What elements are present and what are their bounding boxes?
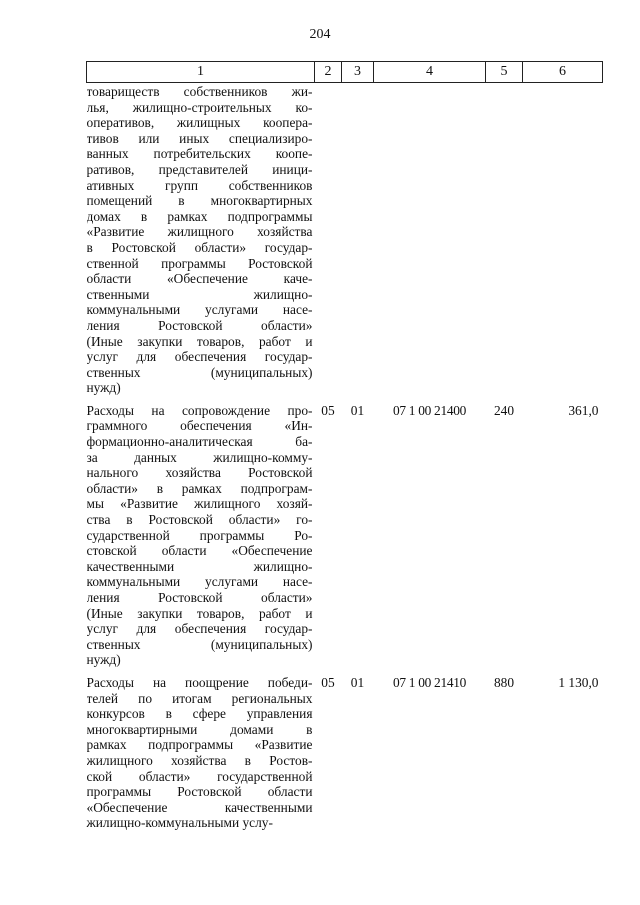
description-line: оперативов, жилищных коопера- [86,115,313,131]
section-code: 05 [321,402,335,418]
description-line: области «Обеспечение каче- [86,271,313,287]
description-line: «Развитие жилищного хозяйства [86,224,313,240]
description-line: рамках подпрограммы «Развитие [86,737,313,753]
description-line: мы «Развитие жилищного хозяй- [86,496,313,512]
description-line: услуг для обеспечения государ- [86,349,313,365]
table-row [87,668,603,831]
description-line: ративов, представителей иници- [86,161,313,177]
description-line: сударственной программы Ро- [86,527,313,543]
amount-value: 361,0 [568,402,599,418]
description-line: нужд) [86,380,121,396]
description-line: коммунальными услугами насе- [86,574,313,590]
header-row [87,62,603,83]
description-line: тивов или иных специализиро- [86,130,313,146]
description-line: домах в рамках подпрограммы [86,208,313,224]
page-number: 204 [309,27,331,42]
description-line: (Иные закупки товаров, работ и [86,333,313,349]
subsection-code [342,83,374,396]
expense-type-code: 880 [493,674,515,690]
description-line: ванных потребительских коопе- [86,146,313,162]
description-line: Расходы на сопровождение про- [86,402,313,418]
header-col-1: 1 [87,62,315,83]
header-col-5: 5 [486,62,523,83]
description-line: жилищно-коммунальными услу- [86,815,273,831]
description-line: ственными жилищно- [86,286,313,302]
description-line: формационно-аналитическая ба- [86,434,313,450]
description-line: жилищного хозяйства в Ростов- [86,752,313,768]
description-line: ственной программы Ростовской [86,255,313,271]
description-line: ства в Ростовской области» го- [86,512,313,528]
subsection-code: 01 [350,674,365,690]
description-line: услуг для обеспечения государ- [86,621,313,637]
description-line: ления Ростовской области» [86,317,313,333]
description-line: конкурсов в сфере управления [86,706,313,722]
description-line: (Иные закупки товаров, работ и [86,605,313,621]
description-line: стовской области «Обеспечение [86,543,313,559]
description-line: ственных (муниципальных) [86,636,313,652]
description-line: многоквартирными домами в [86,721,313,737]
description-line: телей по итогам региональных [86,690,313,706]
description-line: программы Ростовской области [86,784,313,800]
header-col-4: 4 [374,62,486,83]
description-line: за данных жилищно-комму- [86,449,313,465]
row-description [87,396,315,668]
description-line: ления Ростовской области» [86,590,313,605]
description-line: нального хозяйства Ростовской [86,465,313,481]
header-col-2: 2 [315,62,342,83]
description-line: помещений в многоквартирных [86,193,313,209]
row-description [87,668,315,831]
budget-table [86,61,603,831]
target-article-code [374,83,486,396]
table-body [87,83,603,831]
row-description [87,83,315,396]
description-line: граммного обеспечения «Ин- [86,418,313,434]
description-line: ской области» государственной [86,768,313,784]
table-row [87,396,603,668]
description-line: качественными жилищно- [86,558,313,574]
section-code: 05 [321,674,335,690]
amount-value: 1 130,0 [558,674,599,690]
description-line: «Обеспечение качественными [86,799,313,815]
description-line: Расходы на поощрение победи- [86,674,313,690]
header-col-3: 3 [342,62,374,83]
expense-type-code: 240 [493,402,515,418]
description-line: лья, жилищно-строительных ко- [86,99,313,115]
header-col-6: 6 [523,62,603,83]
description-line: нужд) [86,652,121,668]
description-line: области» в рамках подпрограм- [86,480,313,496]
description-line: в Ростовской области» государ- [86,239,313,255]
description-line: товариществ собственников жи- [86,84,313,99]
target-article-code: 07 1 00 21410 [392,674,467,690]
description-line: ативных групп собственников [86,177,313,193]
table-header [87,62,603,83]
subsection-code: 01 [350,402,365,418]
table-row [87,83,603,396]
description-line: ственных (муниципальных) [86,364,313,380]
description-line: коммунальными услугами насе- [86,302,313,318]
section-code [315,83,342,396]
expense-type-code [486,83,523,396]
amount-value [523,83,603,396]
target-article-code: 07 1 00 21400 [392,402,467,418]
